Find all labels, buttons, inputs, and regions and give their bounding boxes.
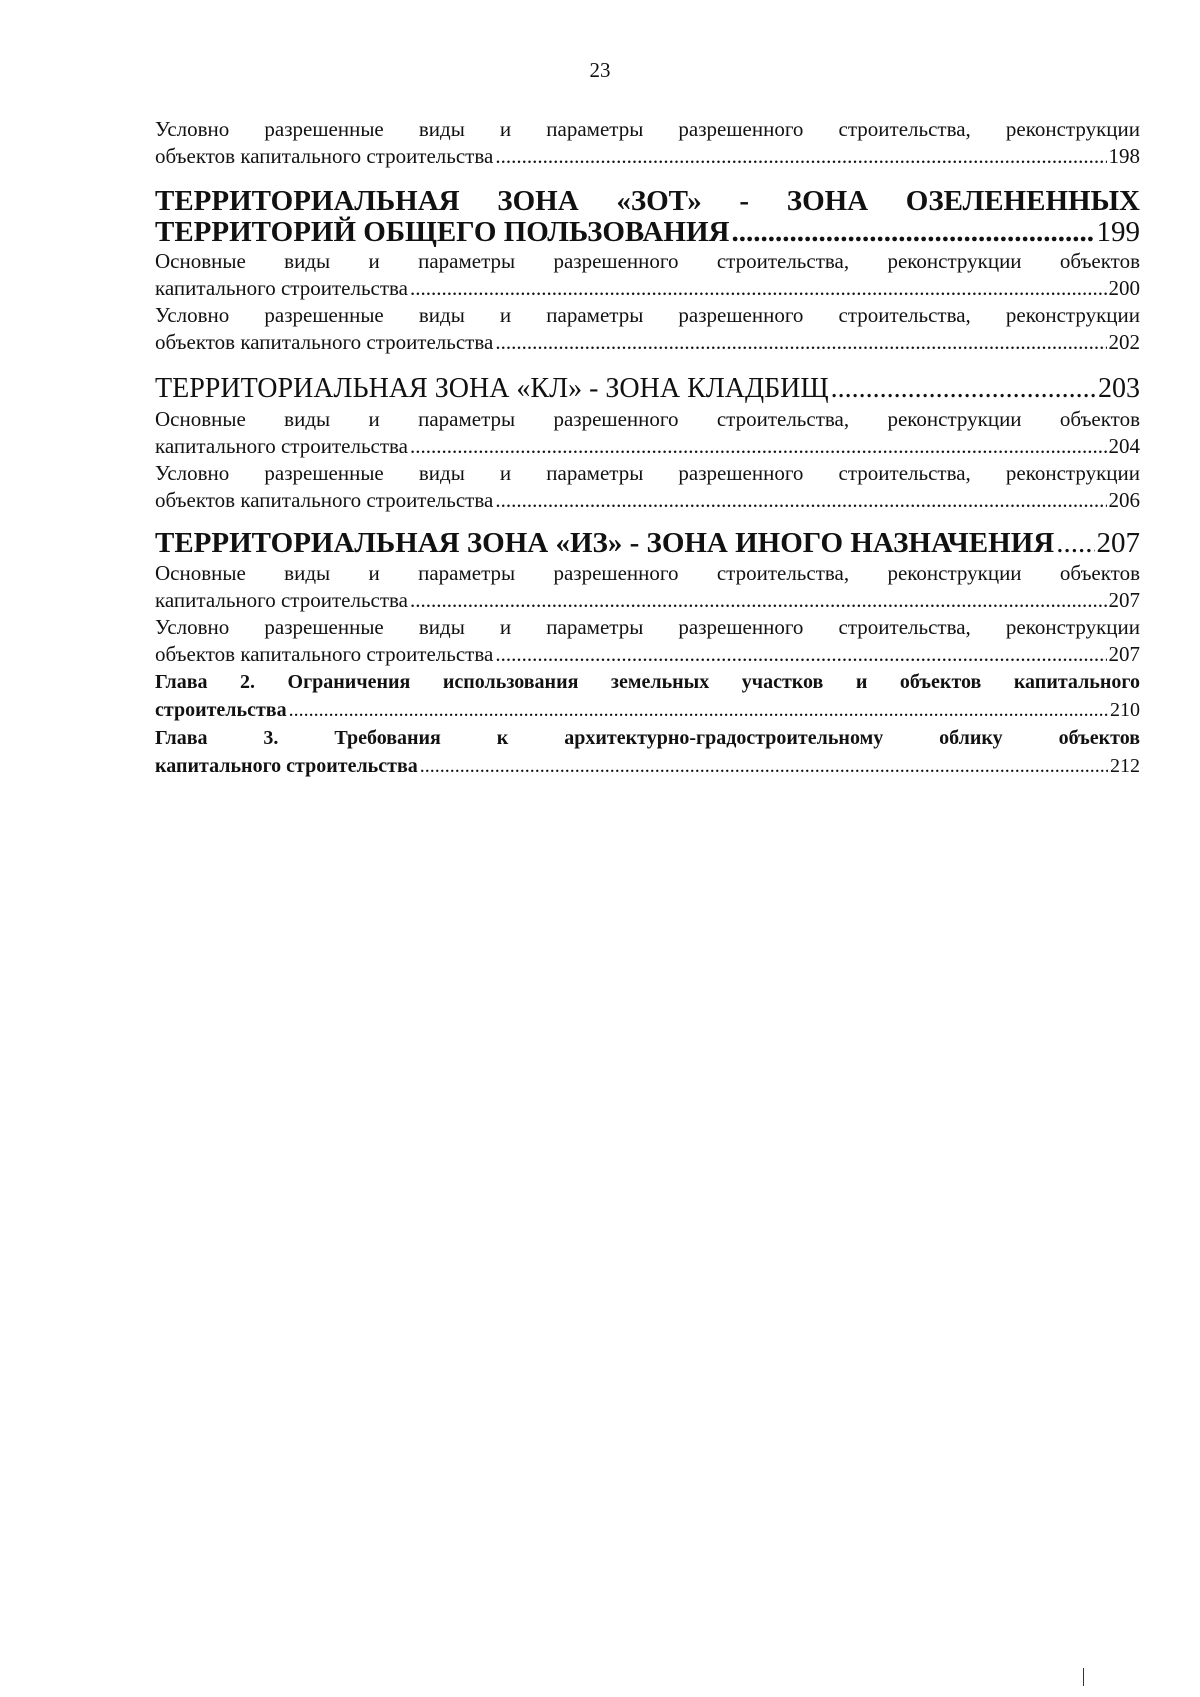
toc-entry-title-line1: Условно разрешенные виды и параметры разрешенного строительства, реконструкции <box>155 117 1140 141</box>
toc-entry-title-line2: объектов капитального строительства <box>155 642 494 666</box>
toc-entry[interactable] <box>155 460 1140 514</box>
toc-entry-title-line2: объектов капитального строительства <box>155 488 494 512</box>
dot-leader <box>495 329 1106 356</box>
toc-entry-page: 202 <box>1108 330 1140 354</box>
toc-entry-page: 204 <box>1108 434 1140 458</box>
toc-entry-title-line2: капитального строительства <box>155 276 408 300</box>
toc-zone-title: ТЕРРИТОРИАЛЬНАЯ ЗОНА «ИЗ» - ЗОНА ИНОГО НАЗНАЧЕНИЯ <box>155 527 1055 559</box>
dot-leader <box>495 641 1106 668</box>
toc-entry-title-line1: Условно разрешенные виды и параметры разрешенного строительства, реконструкции <box>155 615 1140 639</box>
dot-leader <box>495 143 1106 170</box>
toc-zone-title-line2: ТЕРРИТОРИЙ ОБЩЕГО ПОЛЬЗОВАНИЯ <box>155 216 730 248</box>
toc-entry-page: 199 <box>1096 216 1140 248</box>
toc-entry-page: 207 <box>1108 642 1140 666</box>
toc-chapter-entry[interactable] <box>155 724 1140 780</box>
toc-entry-title-line1: Основные виды и параметры разрешенного строительства, реконструкции объектов <box>155 407 1140 431</box>
toc-zone-title-line1: ТЕРРИТОРИАЛЬНАЯ ЗОНА «ЗОТ» - ЗОНА ОЗЕЛЕНЕННЫХ <box>155 186 1140 217</box>
toc-chapter-entry[interactable] <box>155 668 1140 724</box>
toc-entry-title-line2: капитального строительства <box>155 588 408 612</box>
dot-leader <box>289 696 1108 724</box>
toc-zone-heading[interactable] <box>155 186 1140 248</box>
page-number: 23 <box>589 58 611 82</box>
toc-entry[interactable] <box>155 614 1140 668</box>
toc-entry[interactable] <box>155 116 1140 170</box>
toc-entry[interactable] <box>155 560 1140 614</box>
dot-leader <box>831 372 1096 406</box>
toc-entry-page: 206 <box>1108 488 1140 512</box>
dot-leader <box>420 752 1108 780</box>
toc-zone-heading[interactable] <box>155 372 1140 406</box>
toc-entry-title-line1: Основные виды и параметры разрешенного строительства, реконструкции объектов <box>155 249 1140 273</box>
toc-entry[interactable] <box>155 406 1140 460</box>
dot-leader <box>410 433 1107 460</box>
toc-entry-page: 207 <box>1108 588 1140 612</box>
toc-entry[interactable] <box>155 248 1140 302</box>
toc-entry-page: 198 <box>1108 144 1140 168</box>
dot-leader <box>410 275 1107 302</box>
toc-entry-title-line1: Условно разрешенные виды и параметры разрешенного строительства, реконструкции <box>155 303 1140 327</box>
dot-leader <box>410 587 1107 614</box>
toc-entry-title-line1: Основные виды и параметры разрешенного строительства, реконструкции объектов <box>155 561 1140 585</box>
toc-entry-page: 200 <box>1108 276 1140 300</box>
toc-entry-page: 203 <box>1098 373 1140 404</box>
toc-chapter-title-line1: Глава 2. Ограничения использования земельных участков и объектов капитального <box>155 671 1140 693</box>
toc-entry-title-line2: объектов капитального строительства <box>155 330 494 354</box>
toc-entry-page: 207 <box>1096 527 1140 559</box>
table-of-contents <box>155 116 1140 780</box>
dot-leader <box>731 217 1094 248</box>
toc-zone-heading[interactable] <box>155 526 1140 560</box>
toc-chapter-title-line2: строительства <box>155 699 287 721</box>
toc-entry-title-line2: объектов капитального строительства <box>155 144 494 168</box>
toc-entry-page: 210 <box>1110 699 1140 721</box>
toc-entry-page: 212 <box>1110 755 1140 777</box>
toc-entry-title-line2: капитального строительства <box>155 434 408 458</box>
toc-chapter-title-line2: капитального строительства <box>155 755 418 777</box>
toc-chapter-title-line1: Глава 3. Требования к архитектурно-градостроительному облику объектов <box>155 727 1140 749</box>
toc-zone-title: ТЕРРИТОРИАЛЬНАЯ ЗОНА «КЛ» - ЗОНА КЛАДБИЩ <box>155 373 829 404</box>
toc-entry-title-line1: Условно разрешенные виды и параметры разрешенного строительства, реконструкции <box>155 461 1140 485</box>
dot-leader <box>1056 526 1094 560</box>
toc-entry[interactable] <box>155 302 1140 356</box>
scan-artifact <box>1083 1668 1084 1686</box>
dot-leader <box>495 487 1106 514</box>
